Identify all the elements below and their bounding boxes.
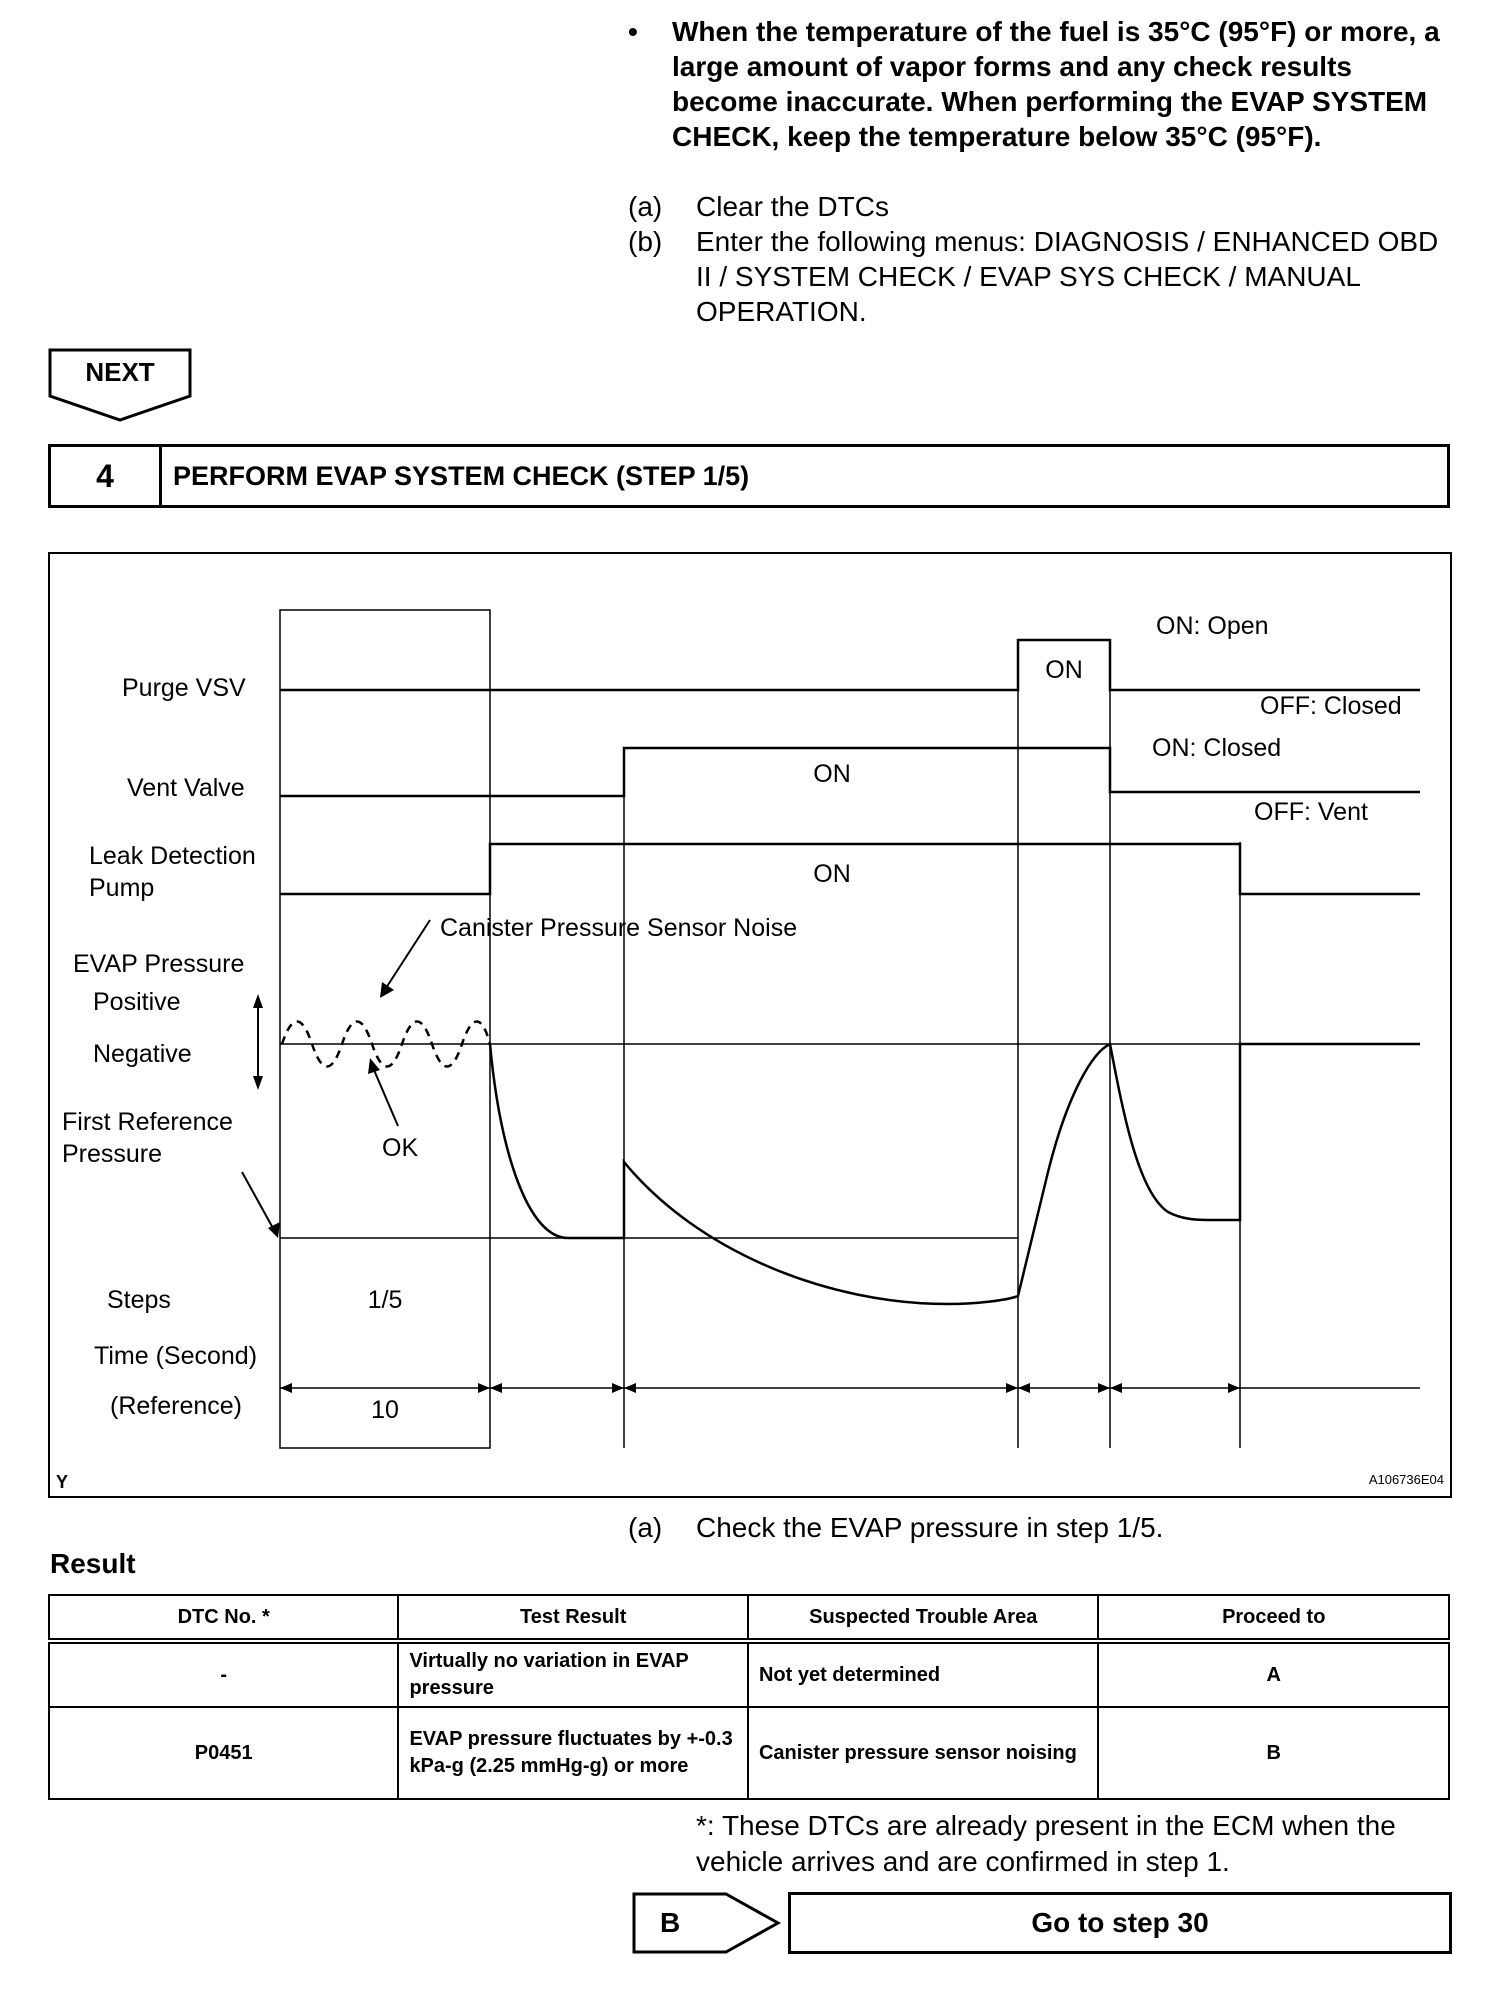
result-title: Result bbox=[50, 1548, 136, 1579]
vent-off-state: OFF: Vent bbox=[1254, 798, 1368, 826]
trouble-area-cell: Canister pressure sensor noising bbox=[748, 1707, 1099, 1799]
step-header bbox=[48, 444, 1450, 508]
evap-pressure-label: EVAP Pressure bbox=[73, 950, 245, 978]
go-to-step-link[interactable]: Go to step 30 bbox=[788, 1892, 1452, 1954]
warning-note bbox=[628, 14, 1448, 154]
bullet-symbol: • bbox=[628, 16, 638, 47]
step-value: 1/5 bbox=[367, 1286, 403, 1314]
result-letter: B bbox=[660, 1907, 681, 1938]
timing-diagram bbox=[48, 552, 1452, 1498]
vent-on-label: ON bbox=[813, 760, 851, 788]
table-header-row bbox=[49, 1595, 1449, 1641]
arrow-shape bbox=[634, 1894, 778, 1952]
purge-on-label: ON bbox=[1045, 656, 1083, 684]
test-result-cell: Virtually no variation in EVAP pressure bbox=[398, 1641, 748, 1707]
footnote: *: These DTCs are already present in the ECM when the vehicle arrives and are confirmed in step 1. bbox=[696, 1810, 1396, 1877]
leak-pump-label-line2: Pump bbox=[89, 874, 155, 902]
noise-label: Canister Pressure Sensor Noise bbox=[440, 914, 798, 942]
step-text: Check the EVAP pressure in step 1/5. bbox=[696, 1512, 1164, 1543]
result-b-arrow[interactable] bbox=[632, 1892, 782, 1954]
step-label: (a) bbox=[628, 191, 663, 222]
step-text: Enter the following menus: DIAGNOSIS / ENHANCED OBD II / SYSTEM CHECK / EVAP SYS CHECK / MANUAL OPERATION. bbox=[696, 226, 1439, 327]
dtc-cell: - bbox=[49, 1641, 398, 1707]
reference-label: (Reference) bbox=[110, 1392, 242, 1420]
result-table bbox=[48, 1594, 1450, 1800]
time-value: 10 bbox=[371, 1396, 399, 1424]
table-row bbox=[49, 1707, 1449, 1799]
step-label: (a) bbox=[628, 1512, 663, 1543]
steps-label: Steps bbox=[107, 1286, 171, 1314]
figure-id: A106736E04 bbox=[1368, 1472, 1444, 1487]
proceed-cell: B bbox=[1098, 1707, 1449, 1799]
ok-label: OK bbox=[382, 1134, 419, 1162]
trouble-area-cell: Not yet determined bbox=[748, 1641, 1099, 1707]
purge-on-state: ON: Open bbox=[1156, 612, 1269, 640]
positive-label: Positive bbox=[93, 988, 181, 1016]
table-row bbox=[49, 1641, 1449, 1707]
vent-on-state: ON: Closed bbox=[1152, 734, 1282, 762]
time-label: Time (Second) bbox=[94, 1342, 258, 1370]
column-header: Suspected Trouble Area bbox=[748, 1595, 1099, 1641]
first-reference-label-line2: Pressure bbox=[62, 1140, 163, 1168]
pump-on-label: ON bbox=[813, 860, 851, 888]
step-text: Clear the DTCs bbox=[696, 191, 889, 222]
leak-pump-label-line1: Leak Detection bbox=[89, 842, 256, 870]
negative-label: Negative bbox=[93, 1040, 192, 1068]
step-label: (b) bbox=[628, 226, 663, 257]
dtc-cell: P0451 bbox=[49, 1707, 398, 1799]
proceed-cell: A bbox=[1098, 1641, 1449, 1707]
test-result-cell: EVAP pressure fluctuates by +-0.3 kPa-g (2.25 mmHg-g) or more bbox=[398, 1707, 748, 1799]
column-header: Proceed to bbox=[1098, 1595, 1449, 1641]
column-header: Test Result bbox=[398, 1595, 748, 1641]
column-header: DTC No. * bbox=[49, 1595, 398, 1641]
procedure-step-a bbox=[628, 189, 1448, 224]
next-button[interactable] bbox=[48, 348, 192, 422]
purge-off-state: OFF: Closed bbox=[1260, 692, 1402, 720]
check-step bbox=[628, 1510, 1448, 1545]
vent-valve-label: Vent Valve bbox=[127, 774, 245, 802]
warning-text: When the temperature of the fuel is 35°C (95°F) or more, a large amount of vapor forms and any check results become inaccurate. When performing the EVAP SYSTEM CHECK, keep the temperature below 35°C (95°F). bbox=[672, 16, 1440, 152]
next-label: NEXT bbox=[85, 357, 155, 387]
step-title: PERFORM EVAP SYSTEM CHECK (STEP 1/5) bbox=[173, 461, 750, 491]
step-number: 4 bbox=[51, 447, 162, 505]
procedure-step-b bbox=[628, 224, 1448, 329]
first-reference-label-line1: First Reference bbox=[62, 1108, 233, 1136]
corner-letter: Y bbox=[56, 1472, 69, 1492]
purge-vsv-label: Purge VSV bbox=[122, 674, 246, 702]
